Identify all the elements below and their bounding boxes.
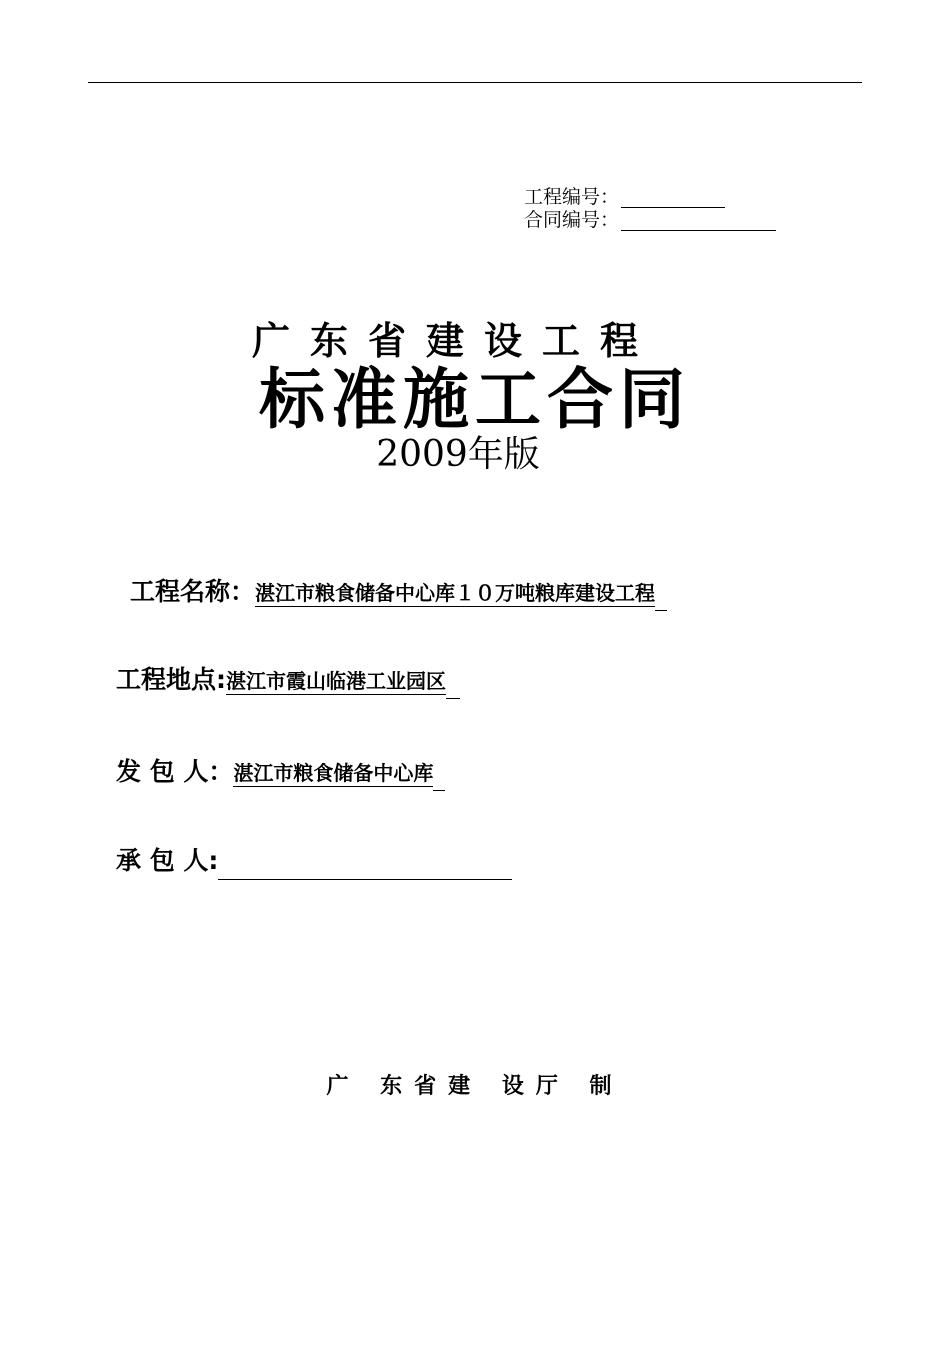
contractor-label: 承 包 人: bbox=[116, 846, 219, 875]
title-edition: 2009年版 bbox=[376, 434, 540, 475]
project-site-field bbox=[116, 664, 460, 699]
project-name-field bbox=[130, 576, 667, 611]
contractor-field bbox=[116, 845, 512, 880]
header-rule bbox=[88, 82, 862, 83]
project-number-label: 工程编号： bbox=[524, 186, 620, 208]
employer-value: 湛江市粮食储备中心库 bbox=[233, 761, 434, 785]
employer-field bbox=[116, 756, 445, 791]
project-name-label: 工程名称： bbox=[130, 577, 256, 606]
title-province: 广东省建设工程 bbox=[251, 319, 658, 363]
contract-number-label: 合同编号： bbox=[524, 209, 620, 231]
title-contract: 标准施工合同 bbox=[259, 361, 691, 438]
project-number-row bbox=[524, 186, 725, 208]
project-site-tail bbox=[446, 672, 460, 699]
project-name-value: 湛江市粮食储备中心库１０万吨粮库建设工程 bbox=[255, 581, 656, 605]
project-site-label: 工程地点: bbox=[116, 665, 226, 694]
employer-tail bbox=[433, 764, 445, 791]
employer-label: 发 包 人： bbox=[116, 757, 234, 786]
contractor-value bbox=[218, 853, 512, 880]
issuer-footer: 广 东省建 设厅 制 bbox=[326, 1074, 624, 1099]
project-number-blank bbox=[621, 189, 725, 208]
contract-number-blank bbox=[621, 212, 776, 231]
project-site-value: 湛江市霞山临港工业园区 bbox=[226, 669, 446, 693]
project-name-tail bbox=[655, 584, 667, 611]
contract-number-row bbox=[524, 209, 776, 231]
